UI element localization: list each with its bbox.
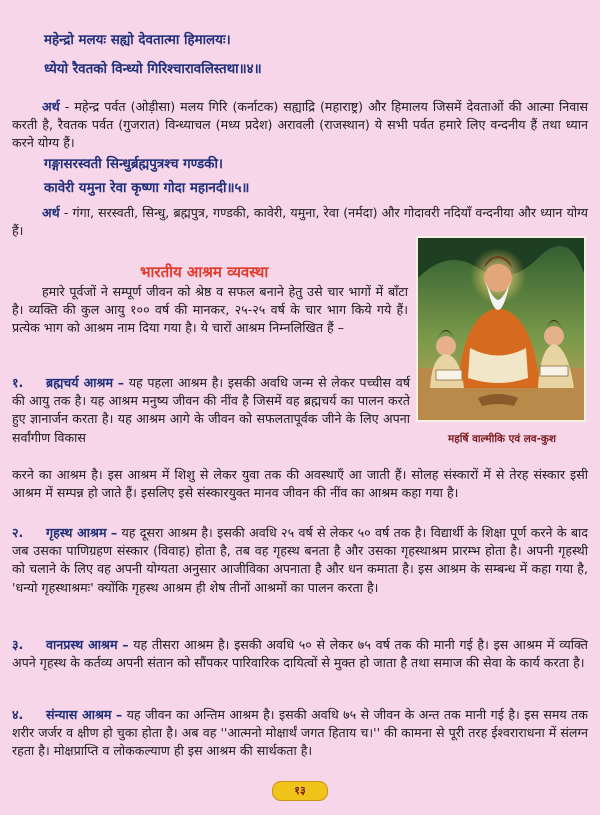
dash: – bbox=[110, 525, 118, 540]
illustration-art bbox=[418, 238, 584, 420]
section-heading: भारतीय आश्रम व्यवस्था bbox=[140, 263, 269, 281]
dash: – bbox=[117, 375, 124, 390]
meaning-text: - गंगा, सरस्वती, सिन्धु, ब्रह्मपुत्र, गण्डकी, कावेरी, यमुना, रेवा (नर्मदा) और गोदावरी नदियाँ वन्दनीया और ध्यान योग्य हैं। bbox=[12, 205, 588, 239]
verse-1-line-2: ध्येयो रैवतको विन्ध्यो गिरिश्चारावलिस्तथा॥४॥ bbox=[44, 62, 262, 77]
ashram-title: ब्रह्मचर्य आश्रम bbox=[46, 375, 113, 390]
ashram-text: यह पहला आश्रम है। इसकी अवधि जन्म से लेकर पच्चीस वर्ष की आयु तक है। यह आश्रम मनुष्य जीवन की नींव है जिसमें वह ब्रह्मचर्य का पालन करते हुए ज्ञानार्जन करता है। यह आश्रम आगे के जीवन को सफलतापूर्वक जीने के लिए अपना सर्वांगीण विकास bbox=[12, 375, 410, 445]
ashram-3 bbox=[12, 636, 588, 672]
meaning-text: - महेन्द्र पर्वत (ओड़ीसा) मलय गिरि (कर्नाटक) सह्याद्रि (महाराष्ट्र) और हिमालय जिसमें देवताओं की आत्मा निवास करती है, रैवतक पर्वत (गुजरात) विन्ध्याचल (मध्य प्रदेश) अरावली (राजस्थान) ये सभी पर्वत हमारे लिए वन्दनीय हैं तथा ध्यान करने योग्य हैं। bbox=[12, 99, 588, 151]
ashram-text: यह तीसरा आश्रम है। इसकी अवधि ५० से लेकर ७५ वर्ष तक की मानी गई है। इस आश्रम में व्यक्ति अपने गृहस्थ के कर्तव्य अपनी संतान को सौंपकर पारिवारिक दायित्वों से मुक्त हो जाता है तथा समाज की सेवा के कार्य करता है। bbox=[12, 637, 588, 671]
dash: – bbox=[122, 637, 129, 652]
verse-1 bbox=[44, 30, 600, 81]
ashram-1-continuation: करने का आश्रम है। इस आश्रम में शिशु से लेकर युवा तक की अवस्थाएँ आ जाती हैं। सोलह संस्कारों में से तेरह संस्कार इसी आश्रम में सम्पन्न हो जाते हैं। इसलिए इसे संस्कारयुक्त मानव जीवन की नींव का आश्रम कहा गया है। bbox=[12, 467, 588, 501]
ashram-4 bbox=[12, 706, 588, 761]
ashram-number: ४. bbox=[12, 707, 24, 722]
verse-2-meaning bbox=[12, 204, 588, 240]
ashram-text: यह दूसरा आश्रम है। इसकी अवधि २५ वर्ष से लेकर ५० वर्ष तक है। विद्यार्थी के शिक्षा पूर्ण करने के बाद जब उसका पाणिग्रहण संस्कार (विवाह) होता है, तब वह गृहस्थ बनता है और उसका गृहस्थाश्रम प्रारम्भ होता है। अपनी गृहस्थी को चलाने के लिए वह अपनी योग्यता अनुसार आजीविका अपनाता है और धन कमाता है। इस आश्रम के सम्बन्ध में कहा गया है, 'धन्यो गृहस्थाश्रमः' क्योंकि गृहस्थ आश्रम ही शेष तीनों आश्रमों का पालन करता है। bbox=[12, 525, 588, 595]
section-intro bbox=[12, 283, 408, 338]
ashram-1-lead bbox=[12, 374, 410, 447]
meaning-label: अर्थ bbox=[42, 99, 60, 114]
ashram-title: वानप्रस्थ आश्रम bbox=[46, 637, 118, 652]
ashram-2 bbox=[12, 524, 588, 597]
ashram-number: २. bbox=[12, 525, 24, 540]
valmiki-lav-kush-illustration bbox=[416, 236, 586, 422]
verse-1-line-1: महेन्द्रो मलयः सह्यो देवतात्मा हिमालयः। bbox=[44, 33, 231, 48]
meaning-label: अर्थ bbox=[42, 205, 60, 220]
ashram-title: संन्यास आश्रम bbox=[46, 707, 112, 722]
ashram-number: ३. bbox=[12, 637, 24, 652]
verse-2-line-2: कावेरी यमुना रेवा कृष्णा गोदा महानदी॥५॥ bbox=[44, 181, 250, 196]
intro-text: हमारे पूर्वजों ने सम्पूर्ण जीवन को श्रेष्ठ व सफल बनाने हेतु उसे चार भागों में बाँटा है। व्यक्ति की कुल आयु १०० वर्ष की मानकर, २५-२५ वर्ष के चार भाग किये गये हैं। प्रत्येक भाग को आश्रम नाम दिया गया है। ये चारों आश्रम निम्नलिखित हैं – bbox=[12, 284, 408, 336]
ashram-text: यह जीवन का अन्तिम आश्रम है। इसकी अवधि ७५ से जीवन के अन्त तक मानी गई है। इस समय तक शरीर जर्जर व क्षीण हो चुका होता है। अब वह ''आत्मनो मोक्षार्थं जगत हिताय च।'' की कामना से पूरी तरह ईश्वराराधना में संलग्न रहता है। मोक्षप्राप्ति व लोककल्याण ही इस आश्रम की सार्थकता है। bbox=[12, 707, 588, 759]
illustration-caption: महर्षि वाल्मीकि एवं लव-कुश bbox=[448, 433, 556, 445]
dash: – bbox=[115, 707, 123, 722]
page-number: १३ bbox=[272, 781, 328, 801]
verse-2-line-1: गङ्गासरस्वती सिन्धुर्ब्रह्मपुत्रश्च गण्डकी। bbox=[44, 157, 224, 172]
verse-2 bbox=[44, 154, 600, 200]
ashram-number: १. bbox=[12, 375, 24, 390]
verse-1-meaning bbox=[12, 98, 588, 153]
ashram-title: गृहस्थ आश्रम bbox=[46, 525, 107, 540]
